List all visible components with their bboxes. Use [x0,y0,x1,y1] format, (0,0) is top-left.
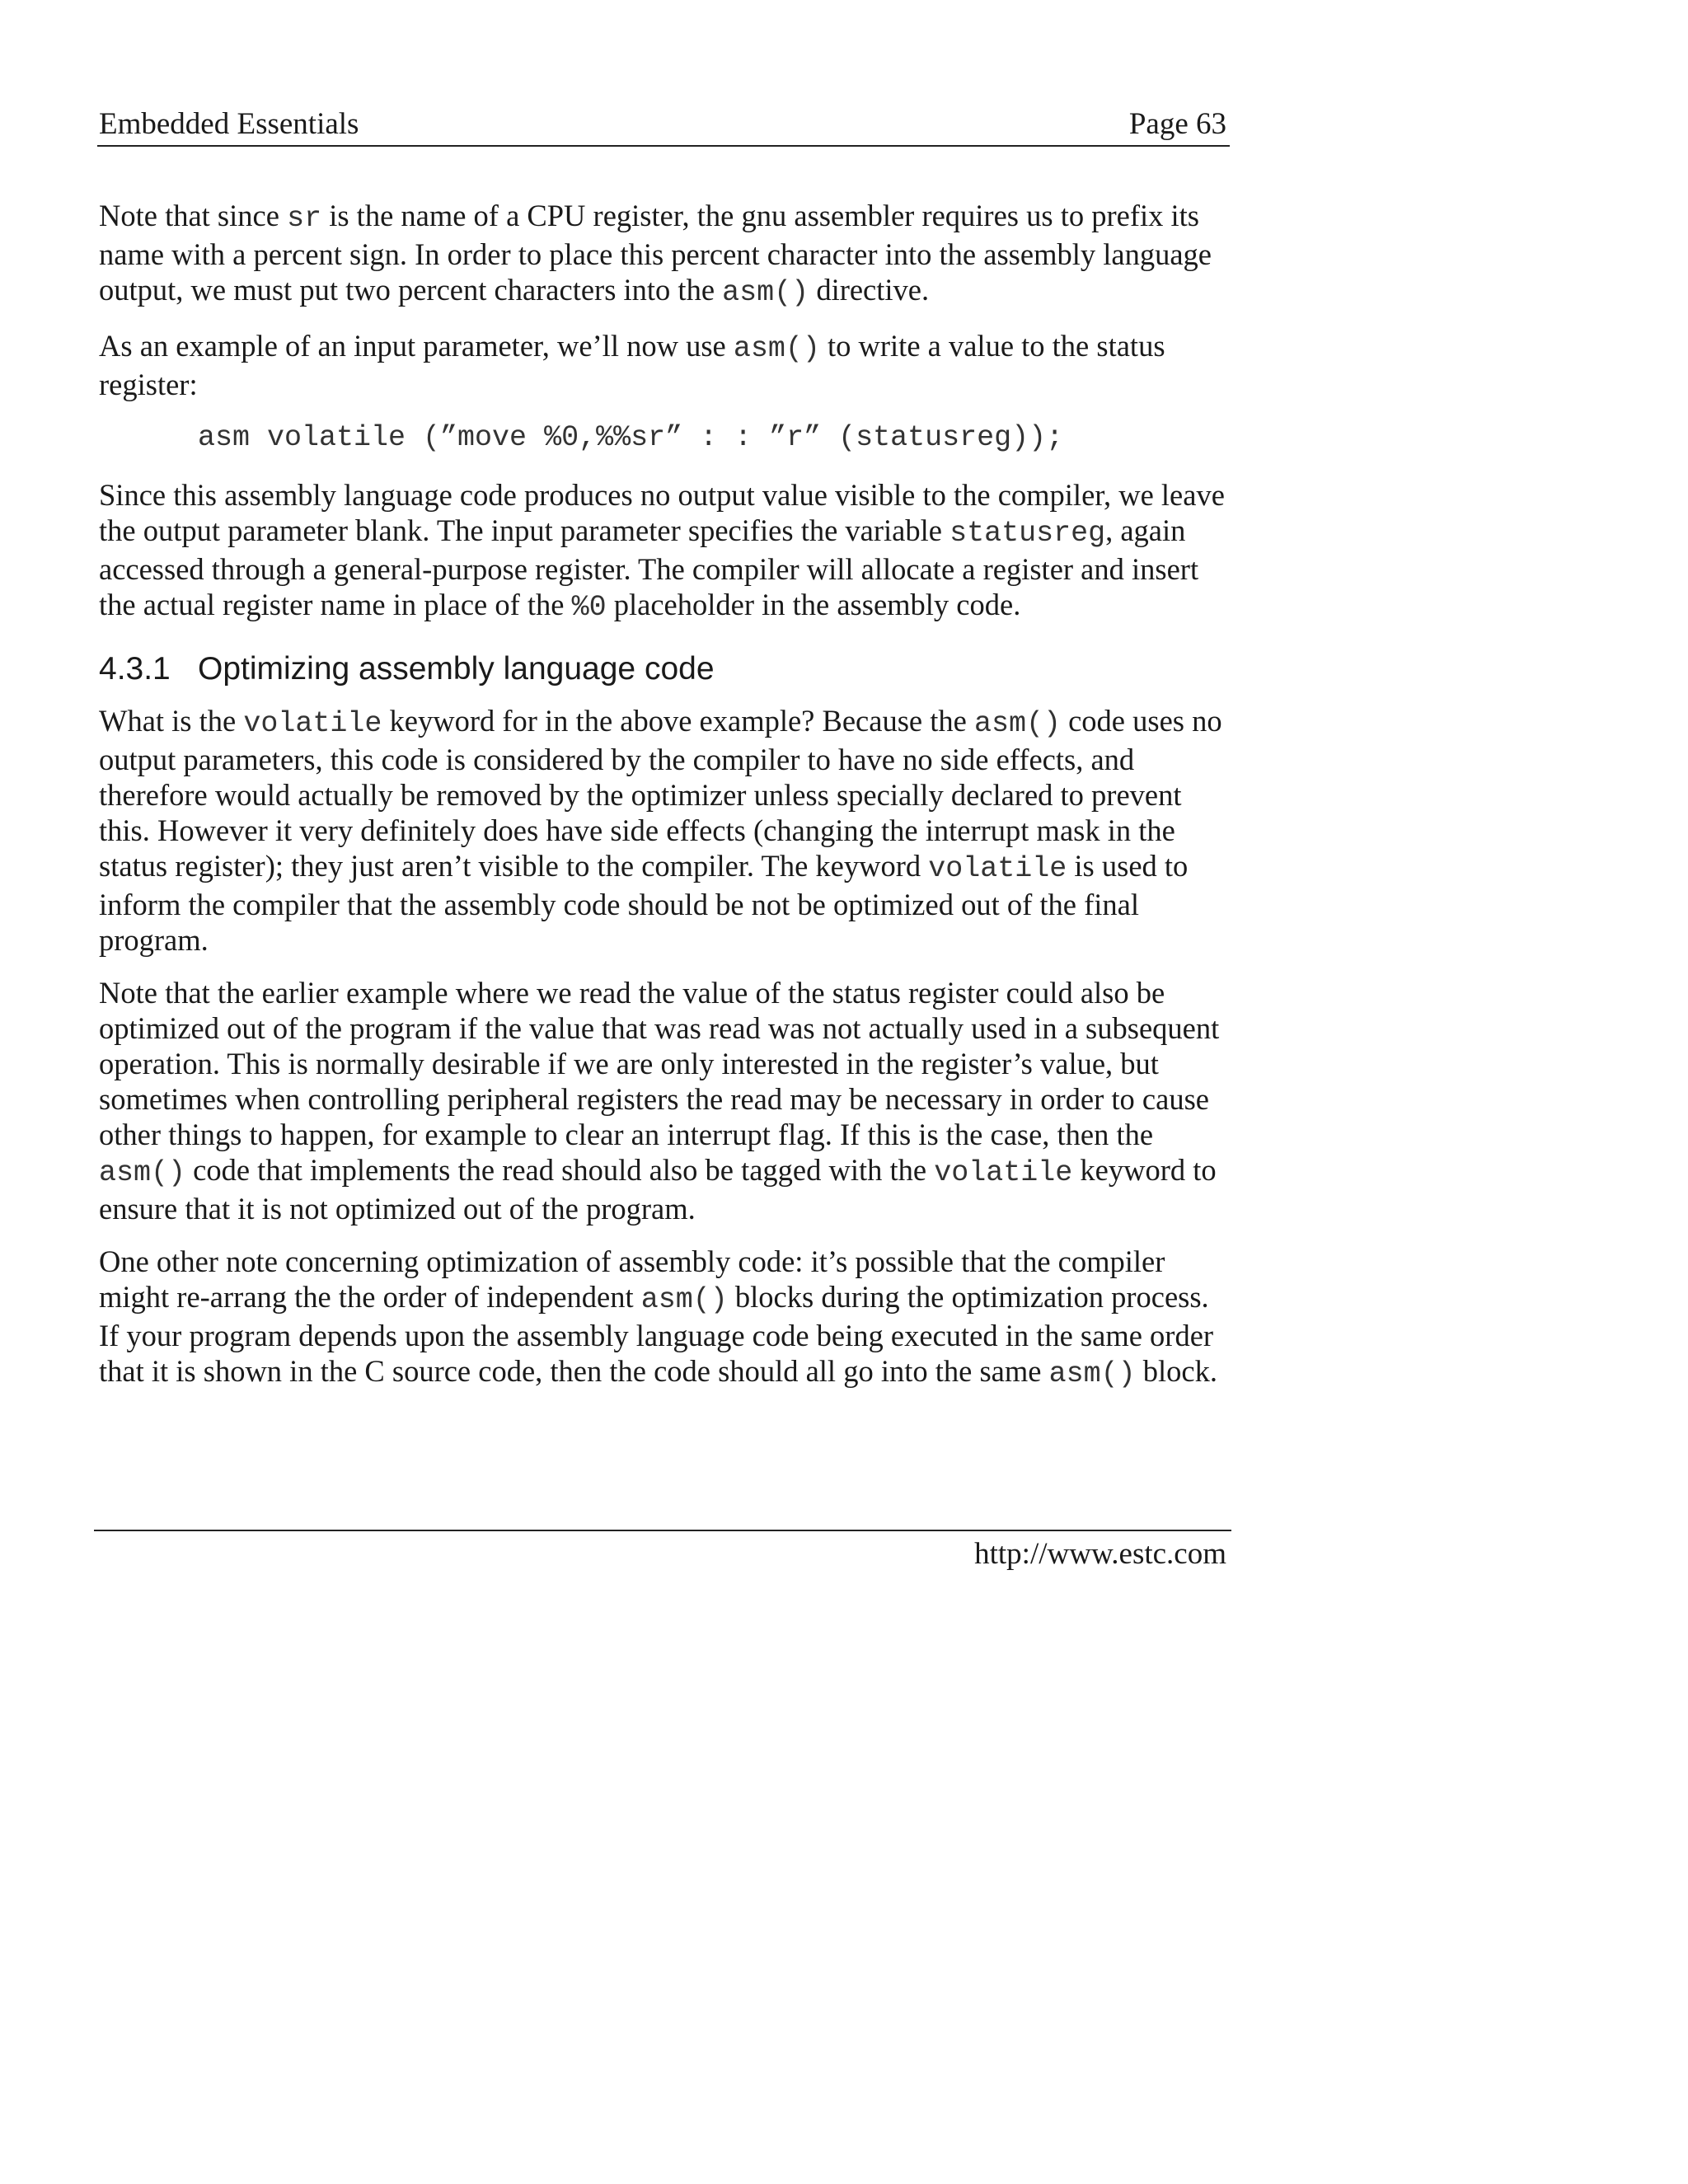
text-run: , again accessed through a general-purpose register. The compiler will allocate a register and insert the actual register name in place of the [99,513,1199,621]
inline-code: asm() [99,1156,186,1189]
text-run: blocks during the optimization process. If your program depends upon the assembly language code being executed in the same order that it is shown in the C source code, then the code should all go into the same [99,1280,1214,1388]
text-run: code that implements the read should also be tagged with the [185,1153,935,1187]
paragraph [99,975,1236,1226]
paragraph [99,1244,1236,1392]
footer-link[interactable]: http://www.estc.com [974,1537,1226,1571]
inline-code: asm() [722,276,809,309]
paragraph [99,328,1236,402]
inline-code: %0 [571,591,607,624]
section-number: 4.3.1 [99,651,171,687]
page-content [99,198,1236,1409]
section-heading [99,650,1236,688]
paragraph [99,477,1236,626]
inline-code: sr [287,202,322,235]
text-run: One other note concerning optimization of assembly code: it’s possible that the compiler might re-arrang the the order of independent [99,1244,1165,1314]
section-title: Optimizing assembly language code [198,651,715,687]
inline-code: asm() [733,332,820,365]
text-run: Since this assembly language code produces no output value visible to the compiler, we leave the output parameter blank. The input parameter specifies the variable [99,478,1225,547]
text-run: to write a value to the status register: [99,329,1165,401]
page-footer [94,1530,1231,1571]
header-title: Embedded Essentials [99,107,359,141]
text-run: placeholder in the assembly code. [606,588,1021,621]
inline-code: asm() [1048,1357,1136,1390]
inline-code: asm() [973,707,1061,740]
inline-code: statusreg [950,517,1106,550]
text-run: is used to inform the compiler that the assembly code should be not be optimized out of the final program. [99,849,1189,957]
inline-code: asm() [640,1283,728,1316]
inline-code: volatile [243,707,382,740]
inline-code: volatile [934,1156,1073,1189]
text-run: keyword to ensure that it is not optimized out of the program. [99,1153,1217,1226]
inline-code: volatile [928,852,1067,885]
text-run: directive. [809,273,930,307]
text-run: Note that since [99,199,288,232]
text-run: As an example of an input parameter, we’ll now use [99,329,734,363]
page-number: Page 63 [1128,107,1226,141]
text-run: What is the [99,704,244,738]
text-run: keyword for in the above example? Because the [382,704,974,738]
page-header [97,104,1230,147]
code-block: asm volatile (”move %0,%%sr” : : ”r” (statusreg)); [198,421,1064,454]
text-run: is the name of a CPU register, the gnu assembler requires us to prefix its name with a percent sign. In order to place this percent character into the assembly language output, we must put two percent characters into the [99,199,1212,307]
paragraph [99,703,1236,958]
text-run: block. [1135,1354,1217,1388]
text-run: Note that the earlier example where we read the value of the status register could also be optimized out of the program if the value that was read was not actually used in a subsequent operation. This is normally desirable if we are only interested in the register’s value, but sometimes when controlling peripheral registers the read may be necessary in order to cause other things to happen, for example to clear an interrupt flag. If this is the case, then the [99,976,1220,1151]
text-run: code uses no output parameters, this code is considered by the compiler to have no side effects, and therefore would actually be removed by the optimizer unless specially declared to prevent this. However it very definitely does have side effects (changing the interrupt mask in the status register); they just aren’t visible to the compiler. The keyword [99,704,1222,883]
paragraph [99,198,1236,311]
